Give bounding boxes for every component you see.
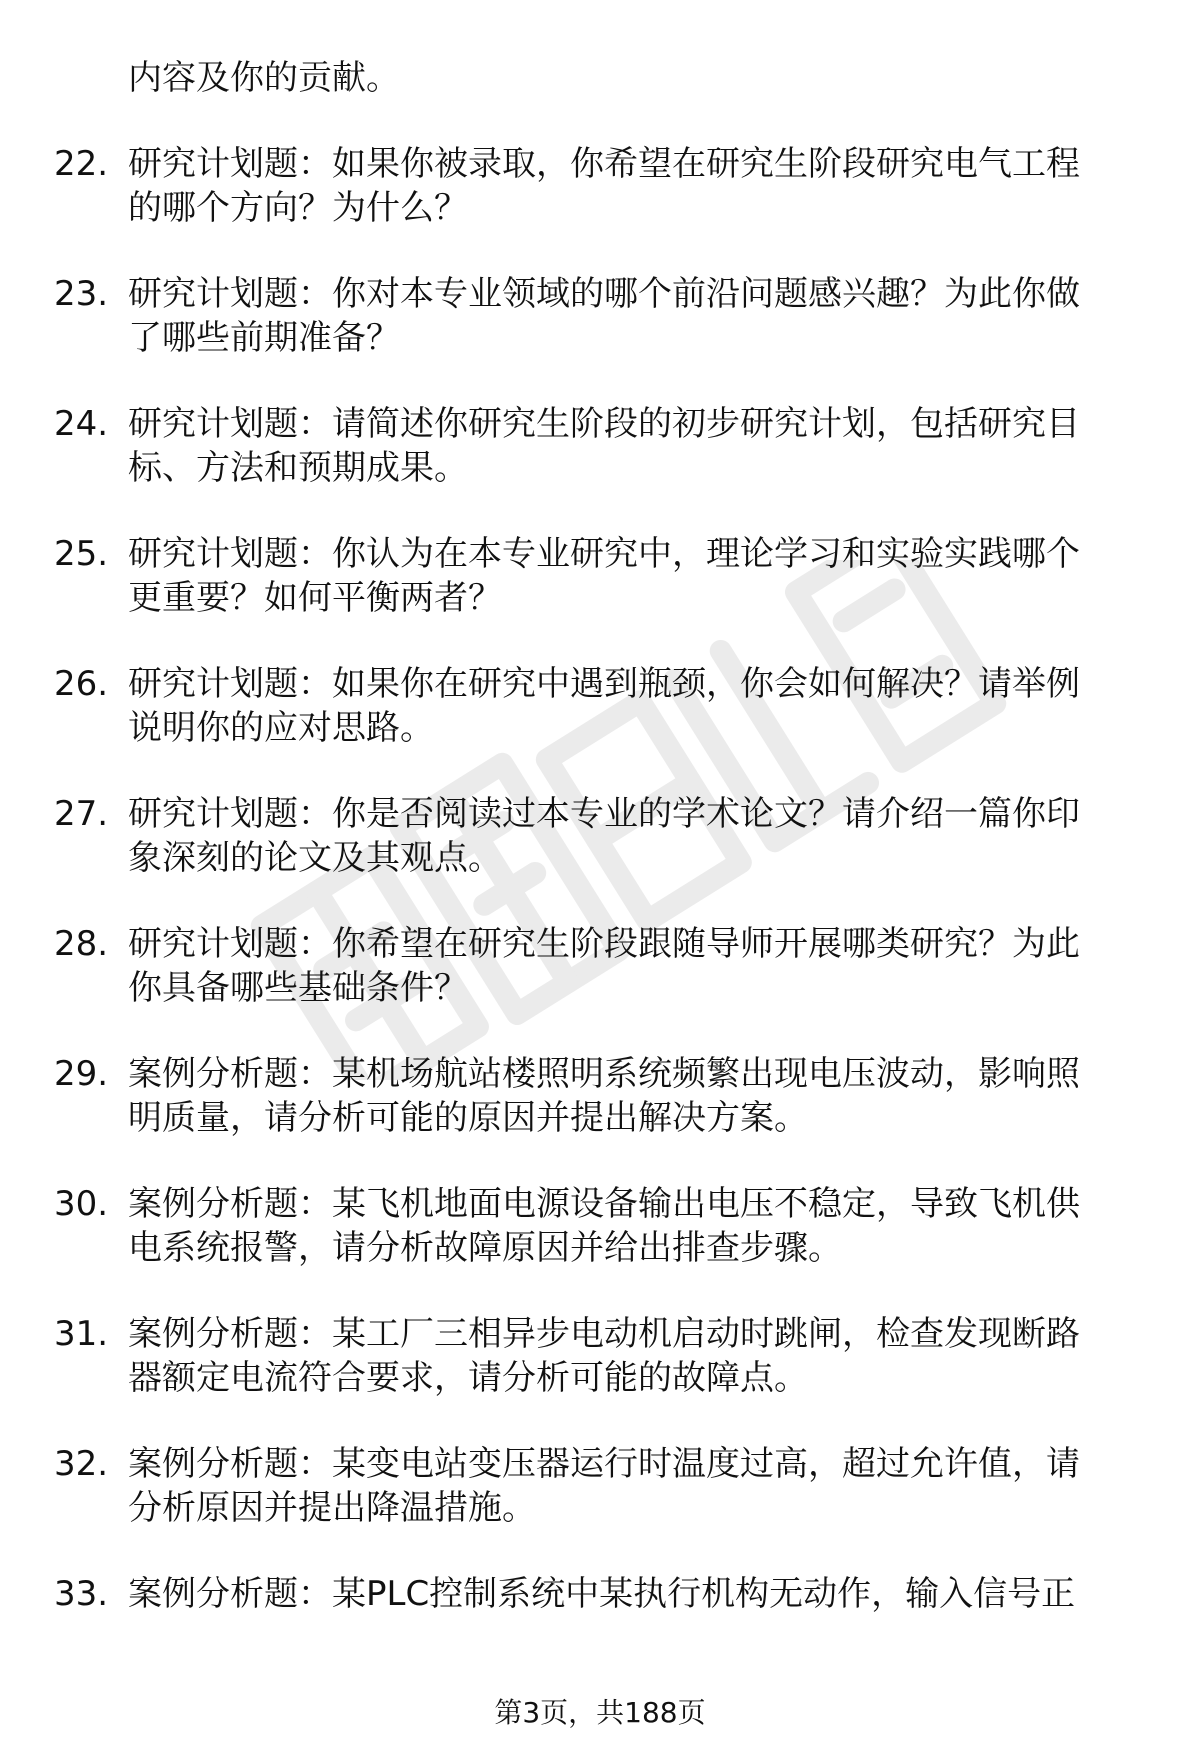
- item-text: [128, 922, 1134, 1010]
- item-number: 31.: [54, 1314, 109, 1354]
- item-text-line: 研究计划题：你希望在研究生阶段跟随导师开展哪类研究？为此: [128, 924, 1080, 964]
- item-text-line: 象深刻的论文及其观点。: [128, 838, 502, 878]
- item-number: 24.: [54, 404, 109, 444]
- question-list: [0, 56, 1200, 1616]
- item-text-line: 的哪个方向？为什么？: [128, 188, 468, 228]
- list-item: [0, 922, 1200, 1010]
- list-item: [0, 1572, 1200, 1616]
- item-text-line: 更重要？如何平衡两者？: [128, 578, 502, 618]
- item-number: 30.: [54, 1184, 109, 1224]
- item-text-line: 你具备哪些基础条件？: [128, 968, 468, 1008]
- item-text-line: 研究计划题：如果你在研究中遇到瓶颈，你会如何解决？请举例: [128, 664, 1080, 704]
- item-text-line: 案例分析题：某机场航站楼照明系统频繁出现电压波动，影响照: [128, 1054, 1080, 1094]
- item-text-line: 电系统报警，请分析故障原因并给出排查步骤。: [128, 1228, 842, 1268]
- continuation-line: 内容及你的贡献。: [128, 58, 400, 98]
- item-text-line: 研究计划题：你是否阅读过本专业的学术论文？请介绍一篇你印: [128, 794, 1080, 834]
- item-text: [128, 142, 1134, 230]
- item-text: [128, 1572, 1134, 1616]
- list-item: [0, 792, 1200, 880]
- item-text-line: 研究计划题：你认为在本专业研究中，理论学习和实验实践哪个: [128, 534, 1080, 574]
- list-item: [0, 402, 1200, 490]
- item-text: [128, 1052, 1134, 1140]
- item-text: [128, 272, 1134, 360]
- list-item: [0, 532, 1200, 620]
- item-number: 23.: [54, 274, 109, 314]
- item-text: [128, 1312, 1134, 1400]
- item-text: [128, 402, 1134, 490]
- item-text: [128, 532, 1134, 620]
- item-number: 29.: [54, 1054, 109, 1094]
- item-text-line: 说明你的应对思路。: [128, 708, 434, 748]
- item-number: 25.: [54, 534, 109, 574]
- item-text-line: 分析原因并提出降温措施。: [128, 1488, 536, 1528]
- item-text-line: 案例分析题：某变电站变压器运行时温度过高，超过允许值，请: [128, 1444, 1080, 1484]
- list-item: [0, 142, 1200, 230]
- item-text-line: 案例分析题：某PLC控制系统中某执行机构无动作，输入信号正: [128, 1574, 1076, 1614]
- item-number: 27.: [54, 794, 109, 834]
- list-item: [0, 1312, 1200, 1400]
- item-text-line: 案例分析题：某工厂三相异步电动机启动时跳闸，检查发现断路: [128, 1314, 1080, 1354]
- page-number-footer: 第3页，共188页: [494, 1696, 706, 1729]
- item-text-line: 明质量，请分析可能的原因并提出解决方案。: [128, 1098, 808, 1138]
- item-text-line: 研究计划题：请简述你研究生阶段的初步研究计划，包括研究目: [128, 404, 1080, 444]
- item-text-line: 标、方法和预期成果。: [128, 448, 468, 488]
- item-text-line: 研究计划题：你对本专业领域的哪个前沿问题感兴趣？为此你做: [128, 274, 1080, 314]
- item-text: [128, 1442, 1134, 1530]
- item-text: [128, 792, 1134, 880]
- list-item: [0, 1182, 1200, 1270]
- list-item: [0, 272, 1200, 360]
- item-text-line: 研究计划题：如果你被录取，你希望在研究生阶段研究电气工程: [128, 144, 1080, 184]
- item-text: [128, 1182, 1134, 1270]
- item-text: [128, 662, 1134, 750]
- item-number: 26.: [54, 664, 109, 704]
- item-number: 22.: [54, 144, 109, 184]
- item-number: 28.: [54, 924, 109, 964]
- list-item: [0, 1052, 1200, 1140]
- item-text-line: 了哪些前期准备？: [128, 318, 400, 358]
- item-text-line: 器额定电流符合要求，请分析可能的故障点。: [128, 1358, 808, 1398]
- list-item: [0, 662, 1200, 750]
- item-number: 32.: [54, 1444, 109, 1484]
- list-item: [0, 1442, 1200, 1530]
- item-text-line: 案例分析题：某飞机地面电源设备输出电压不稳定，导致飞机供: [128, 1184, 1080, 1224]
- item-number: 33.: [54, 1574, 109, 1614]
